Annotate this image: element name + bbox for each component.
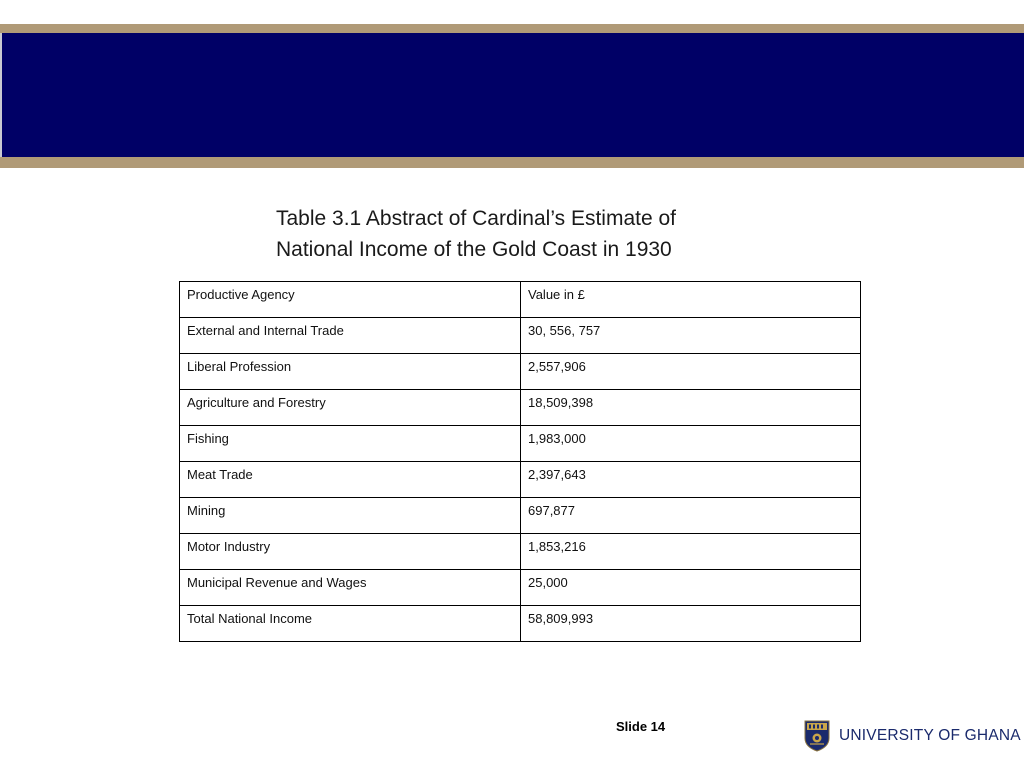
value-cell: 697,877	[521, 498, 861, 534]
university-crest-icon	[804, 720, 830, 752]
agency-cell: Fishing	[180, 426, 521, 462]
university-logo	[804, 720, 1021, 752]
value-cell: 58,809,993	[521, 606, 861, 642]
value-cell: 1,983,000	[521, 426, 861, 462]
table-row	[180, 390, 861, 426]
value-cell: 1,853,216	[521, 534, 861, 570]
value-cell: 2,557,906	[521, 354, 861, 390]
value-cell: 18,509,398	[521, 390, 861, 426]
header-cell-agency: Productive Agency	[180, 282, 521, 318]
national-income-table	[179, 281, 861, 642]
agency-cell: External and Internal Trade	[180, 318, 521, 354]
slide-title-line-2: National Income of the Gold Coast in 1930	[276, 238, 672, 261]
table-row	[180, 534, 861, 570]
slide-number: Slide 14	[616, 719, 666, 734]
header-cell-value: Value in £	[521, 282, 861, 318]
agency-cell: Municipal Revenue and Wages	[180, 570, 521, 606]
table-row	[180, 462, 861, 498]
agency-cell: Meat Trade	[180, 462, 521, 498]
agency-cell: Total National Income	[180, 606, 521, 642]
slide-title-line-1: Table 3.1 Abstract of Cardinal’s Estimate of	[276, 207, 676, 230]
banner-edge	[0, 33, 2, 157]
agency-cell: Mining	[180, 498, 521, 534]
table-row	[180, 354, 861, 390]
agency-cell: Agriculture and Forestry	[180, 390, 521, 426]
table-row	[180, 498, 861, 534]
agency-cell: Liberal Profession	[180, 354, 521, 390]
slide-title	[276, 203, 756, 265]
agency-cell: Motor Industry	[180, 534, 521, 570]
table-row-total	[180, 606, 861, 642]
value-cell: 30, 556, 757	[521, 318, 861, 354]
table-header-row	[180, 282, 861, 318]
table-row	[180, 426, 861, 462]
table-row	[180, 318, 861, 354]
table-row	[180, 570, 861, 606]
value-cell: 2,397,643	[521, 462, 861, 498]
university-name: UNIVERSITY OF GHANA	[839, 727, 1021, 744]
value-cell: 25,000	[521, 570, 861, 606]
header-navy-banner	[2, 33, 1024, 157]
